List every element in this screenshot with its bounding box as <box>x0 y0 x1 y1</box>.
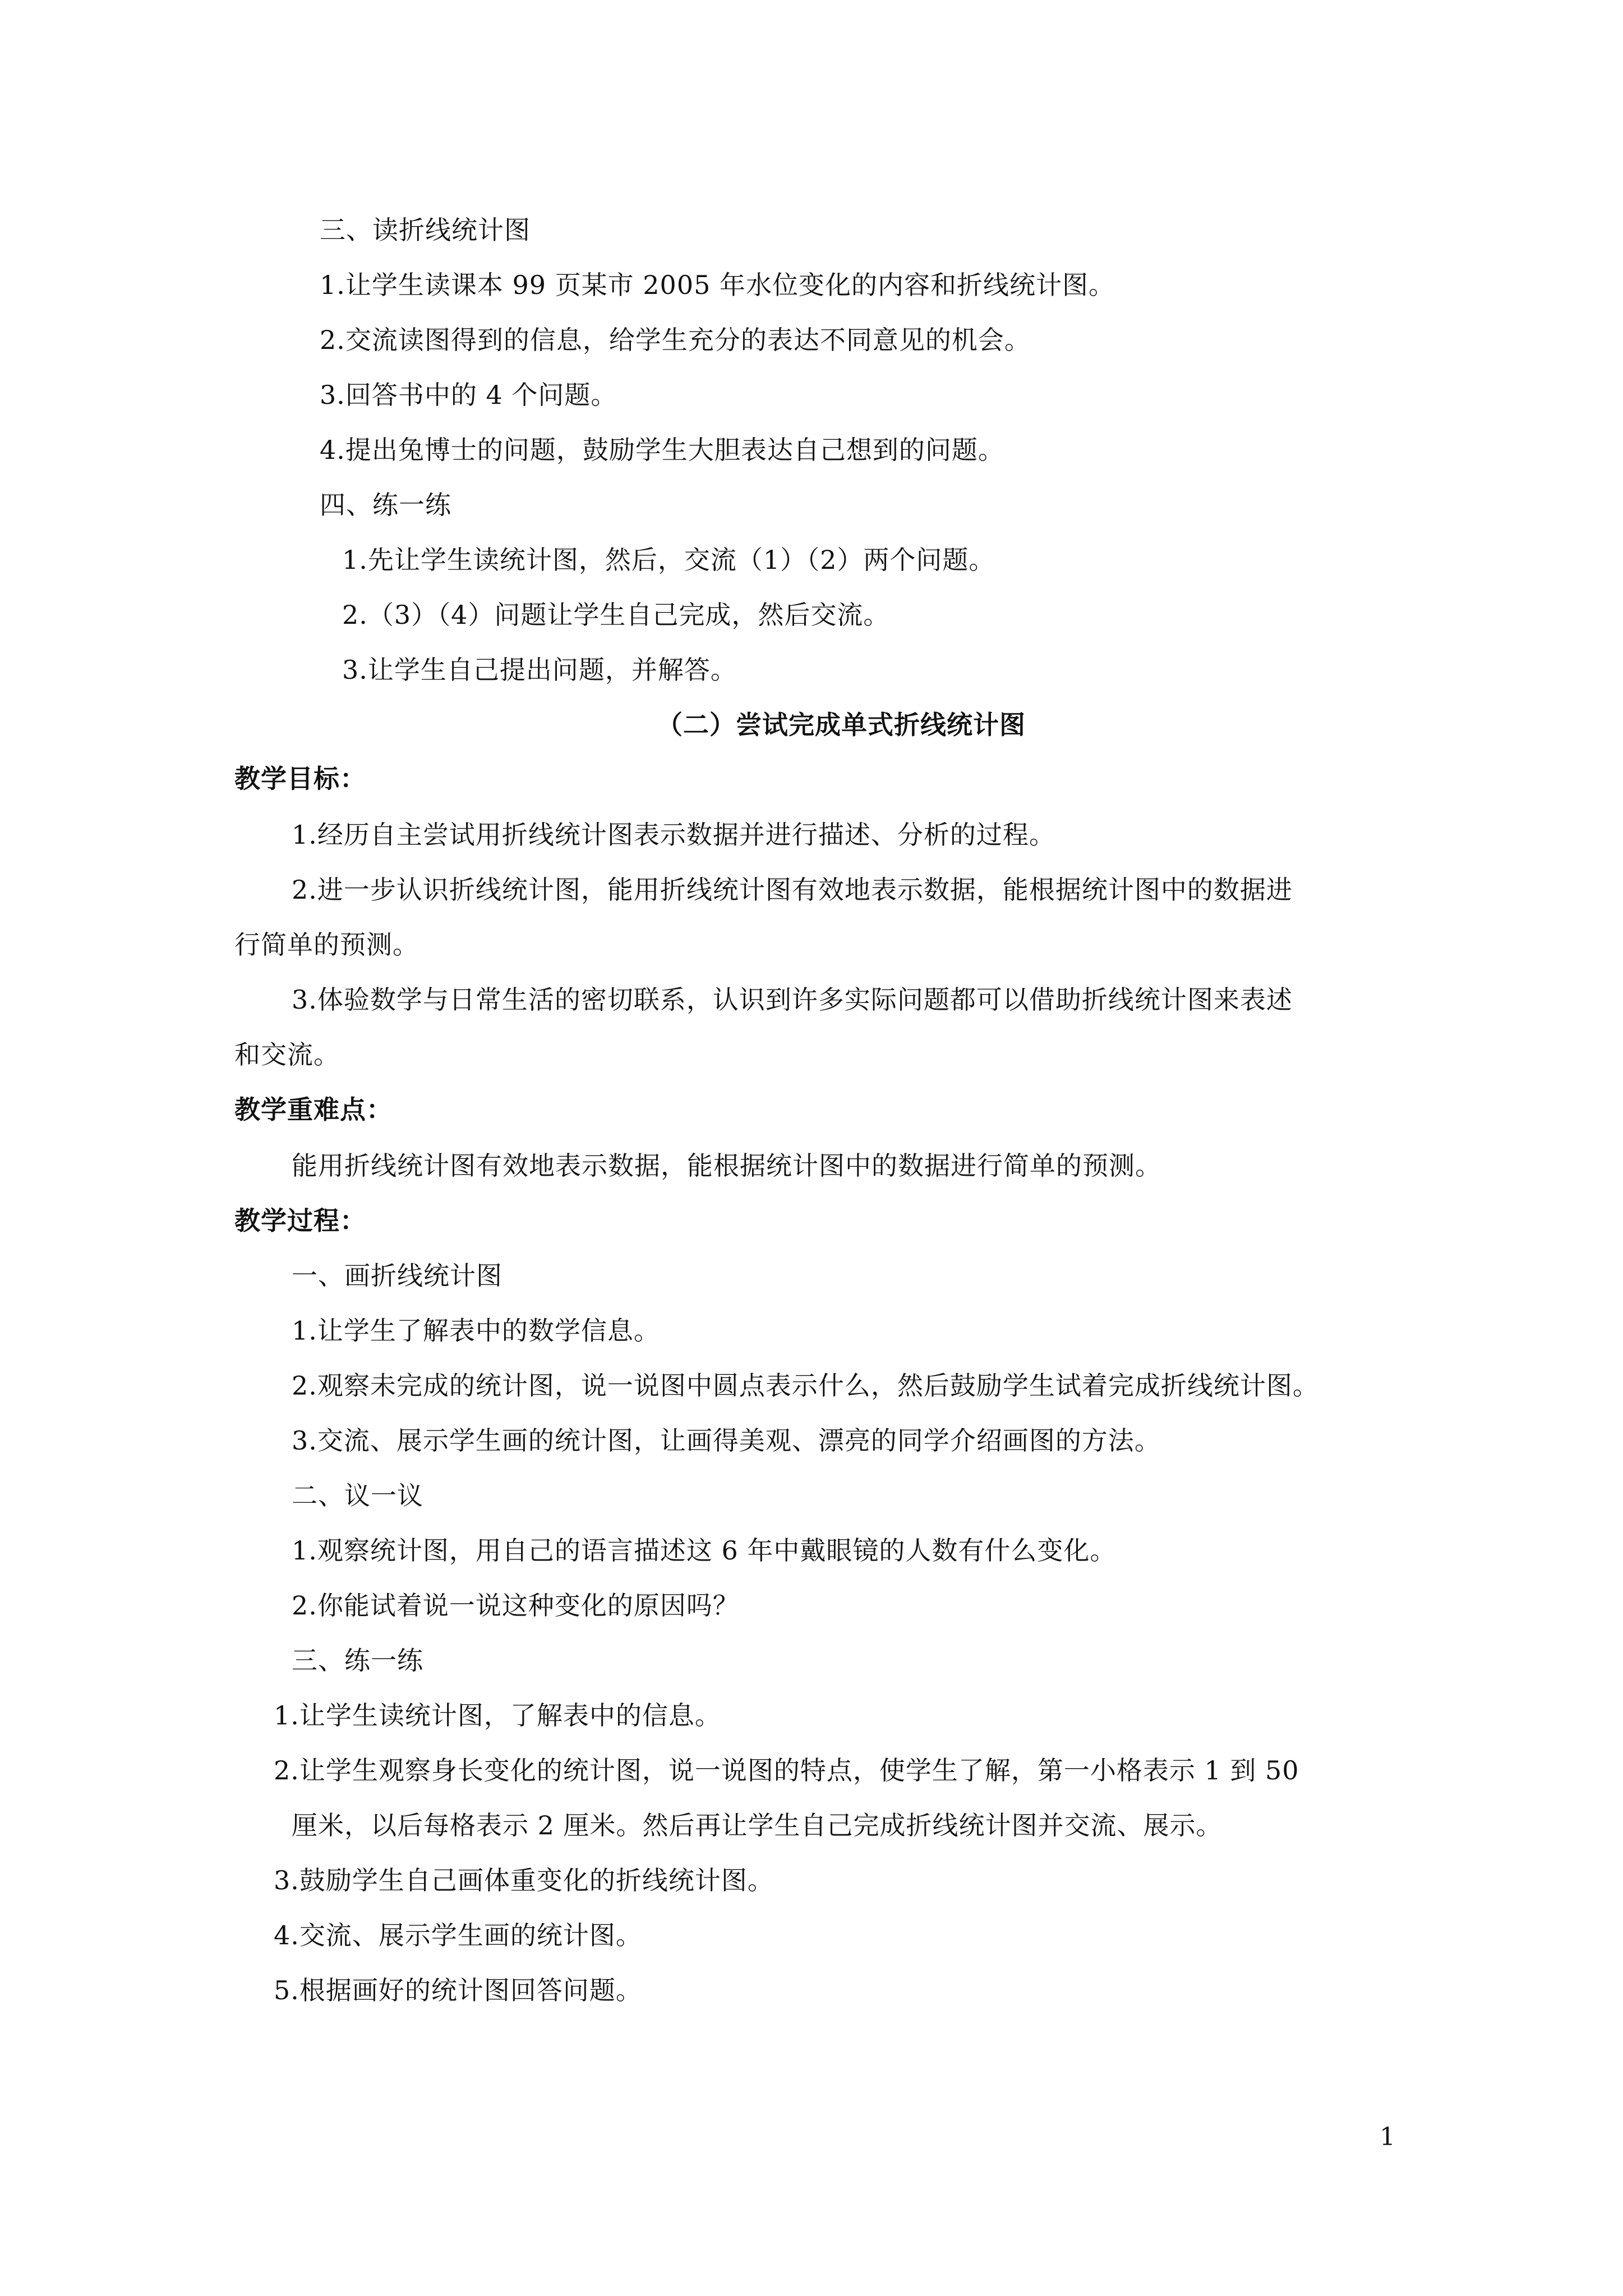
goal-item-1: 1.经历自主尝试用折线统计图表示数据并进行描述、分析的过程。 <box>292 820 1055 850</box>
page-number: 1 <box>1380 2123 1395 2151</box>
section4-item-1: 1.先让学生读统计图，然后，交流（1）（2）两个问题。 <box>342 545 995 575</box>
part3-item-3: 3.鼓励学生自己画体重变化的折线统计图。 <box>274 1865 774 1895</box>
part3-item-1: 1.让学生读统计图，了解表中的信息。 <box>274 1700 721 1731</box>
goals-label: 教学目标： <box>234 763 366 794</box>
goal-item-3: 3.体验数学与日常生活的密切联系，认识到许多实际问题都可以借助折线统计图来表述 <box>292 984 1293 1015</box>
section3-item-4: 4.提出兔博士的问题，鼓励学生大胆表达自己想到的问题。 <box>320 435 1004 465</box>
part3-item-2: 2.让学生观察身长变化的统计图，说一说图的特点，使学生了解，第一小格表示 1 到 50 <box>274 1755 1299 1786</box>
part1-item-2: 2.观察未完成的统计图，说一说图中圆点表示什么，然后鼓励学生试着完成折线统计图。 <box>292 1370 1319 1401</box>
part1-heading: 一、画折线统计图 <box>292 1260 502 1291</box>
key-points-label: 教学重难点： <box>234 1094 393 1125</box>
section3-item-3: 3.回答书中的 4 个问题。 <box>320 380 617 410</box>
part3-heading: 三、练一练 <box>292 1645 423 1676</box>
goal-item-2: 2.进一步认识折线统计图，能用折线统计图有效地表示数据，能根据统计图中的数据进 <box>292 875 1293 905</box>
goal-item-3-continued: 和交流。 <box>234 1039 340 1070</box>
goal-item-2-continued: 行简单的预测。 <box>234 930 419 960</box>
key-points-text: 能用折线统计图有效地表示数据，能根据统计图中的数据进行简单的预测。 <box>292 1151 1161 1181</box>
section4-heading: 四、练一练 <box>320 490 451 520</box>
part3-item-4: 4.交流、展示学生画的统计图。 <box>274 1920 642 1950</box>
part1-item-3: 3.交流、展示学生画的统计图，让画得美观、漂亮的同学介绍画图的方法。 <box>292 1425 1161 1456</box>
part2-item-1: 1.观察统计图，用自己的语言描述这 6 年中戴眼镜的人数有什么变化。 <box>292 1535 1117 1566</box>
part1-item-1: 1.让学生了解表中的数学信息。 <box>292 1315 660 1346</box>
section4-item-3: 3.让学生自己提出问题，并解答。 <box>342 655 737 685</box>
part2-heading: 二、议一议 <box>292 1480 423 1511</box>
section3-item-2: 2.交流读图得到的信息，给学生充分的表达不同意见的机会。 <box>320 325 1031 355</box>
part2-item-2: 2.你能试着说一说这种变化的原因吗？ <box>292 1590 739 1621</box>
section3-item-1: 1.让学生读课本 99 页某市 2005 年水位变化的内容和折线统计图。 <box>320 270 1115 300</box>
lesson-title: （二）尝试完成单式折线统计图 <box>657 710 1026 740</box>
section3-heading: 三、读折线统计图 <box>320 215 531 245</box>
part3-item-5: 5.根据画好的统计图回答问题。 <box>274 1975 642 2005</box>
part3-item-2-continued: 厘米，以后每格表示 2 厘米。然后再让学生自己完成折线统计图并交流、展示。 <box>292 1810 1223 1841</box>
section4-item-2: 2.（3）（4）问题让学生自己完成，然后交流。 <box>342 600 890 630</box>
process-label: 教学过程： <box>234 1205 366 1236</box>
